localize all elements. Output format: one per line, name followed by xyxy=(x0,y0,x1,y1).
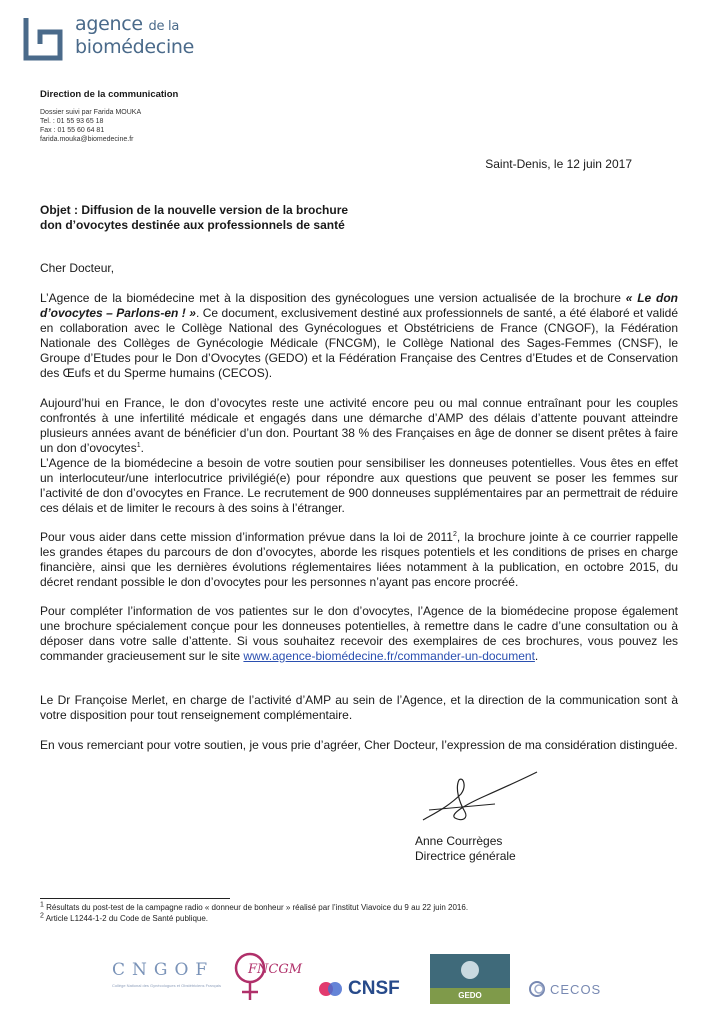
contact-tel: Tel. : 01 55 93 65 18 xyxy=(40,118,104,125)
subject-line-1: Objet : Diffusion de la nouvelle version de la brochure xyxy=(40,203,349,217)
paragraph-6: En vous remerciant pour votre soutien, je vous prie d’agréer, Cher Docteur, l’expression de ma considération distinguée. xyxy=(40,738,678,752)
paragraph-3: Pour vous aider dans cette mission d’information prévue dans la loi de 2011$^2$, la brochure jointe à ce courrier rappelle les grandes étapes du parcours de don d’ovocytes, aborde les risques potentiels et les conditions de prises en charge financière, ainsi que les dernières évolutions réglementaires liées notamment à la publication, en octobre 2015, du décret rendant possible le don d’ovocytes pour les personnes n’ayant pas encore procréé. xyxy=(40,530,678,589)
gedo-logo-icon xyxy=(430,954,510,1004)
contact-block xyxy=(40,108,141,144)
signer-title: Directrice générale xyxy=(415,849,516,863)
cnsf-logo: CNSF xyxy=(318,978,400,1000)
fncgm-logo-icon xyxy=(232,946,303,1004)
contact-followed-by: Dossier suivi par Farida MOUKA xyxy=(40,109,142,116)
signer-name: Anne Courrèges xyxy=(415,834,503,848)
footnote-ref-2: 2 xyxy=(452,531,457,538)
svg-text:FNCGM: FNCGM xyxy=(248,962,303,977)
cecos-logo: CECOS xyxy=(528,980,601,998)
paragraph-2: Aujourd’hui en France, le don d’ovocytes reste une activité encore peu ou mal connue entraînant pour les couples confrontés à une infertilité médicale et engagés dans une démarche d’AMP des délais d’attente pouvant atteindre plusieurs années avant de bénéficier d’un don. Pourtant 38 % des Françaises en âge de donner se disent prêtes à faire un don d’ovocytes$^1$. xyxy=(40,396,678,455)
cngof-logo: CNGOF Collège National des Gynécologues et Obstétriciens Français xyxy=(112,960,221,988)
footnote-ref-1: 1 xyxy=(136,442,141,449)
paragraph-2b: L’Agence de la biomédecine a besoin de votre soutien pour sensibiliser les donneuses potentielles. Vous êtes en effet un interlocuteur/une interlocutrice privilégié(e) pour répondre aux questions que peuvent se poser les femmes sur l’activité de don d’ovocytes en France. Le recrutement de 900 donneuses supplémentaires par an permettrait de réduire ces délais et de limiter le recours à des soins à l’étranger. xyxy=(40,456,678,515)
footnote-1: $^1$ Résultats du post-test de la campagne radio « donneur de bonheur » réalisé par l’institut Viavoice du 9 au 22 juin 2016. xyxy=(40,901,469,912)
footnote-2: $^2$ Article L1244-1-2 du Code de Santé publique. xyxy=(40,911,209,923)
cecos-circle-icon xyxy=(528,980,546,998)
brochure-title: « Le don d’ovocytes – Parlons-en ! » xyxy=(40,291,678,320)
subject xyxy=(40,203,348,233)
contact-email: farida.mouka@biomedecine.fr xyxy=(40,136,134,143)
paragraph-1: L’Agence de la biomédecine met à la disposition des gynécologues une version actualisée de la brochure « Le don d’ovocytes – Parlons-en ! ». Ce document, exclusivement destiné aux professionnels de santé, a été élaboré et validé en collaboration avec le Collège National des Gynécologues et Obstétriciens de France (CNGOF), la Fédération Nationale des Collèges de Gynécologie Médicale (FNCGM), le Collège National des Sages-Femmes (CNSF), le Groupe d’Etudes pour le Don d’Ovocytes (GEDO) et la Fédération Française des Centres d’Etudes et de Conservation des Œufs et du Sperme humains (CECOS). xyxy=(40,291,678,380)
cnsf-dots-icon xyxy=(318,979,344,999)
footnote-divider xyxy=(40,898,230,899)
contact-fax: Fax : 01 55 60 64 81 xyxy=(40,127,105,134)
agence-logo-mark-icon xyxy=(22,14,64,62)
paragraph-5: Le Dr Françoise Merlet, en charge de l’activité d’AMP au sein de l’Agence, et la direction de la communication sont à votre disposition pour tout renseignement complémentaire. xyxy=(40,693,678,722)
agence-logo-text: agence de la biomédecine xyxy=(75,13,195,58)
subject-line-2: don d’ovocytes destinée aux professionnels de santé xyxy=(40,218,345,232)
handwritten-signature-icon xyxy=(415,768,540,830)
salutation: Cher Docteur, xyxy=(40,261,115,275)
footnotes xyxy=(40,903,468,924)
signer-block xyxy=(415,834,516,864)
svg-text:GEDO: GEDO xyxy=(458,991,482,1000)
department-name: Direction de la communication xyxy=(40,89,179,100)
date-line: Saint-Denis, le 12 juin 2017 xyxy=(485,157,632,171)
paragraph-4: Pour compléter l’information de vos patientes sur le don d’ovocytes, l’Agence de la biomédecine propose également une brochure spécialement conçue pour les donneuses potentielles, à remettre dans le cadre d’une consultation ou à déposer dans votre salle d’attente. Si vous souhaitez recevoir des exemplaires de ces brochures, vous pouvez les commander gracieusement sur le site www.agence-biomédecine.fr/commander-un-document. xyxy=(40,604,678,663)
order-document-link[interactable]: www.agence-biomédecine.fr/commander-un-document xyxy=(243,649,535,663)
